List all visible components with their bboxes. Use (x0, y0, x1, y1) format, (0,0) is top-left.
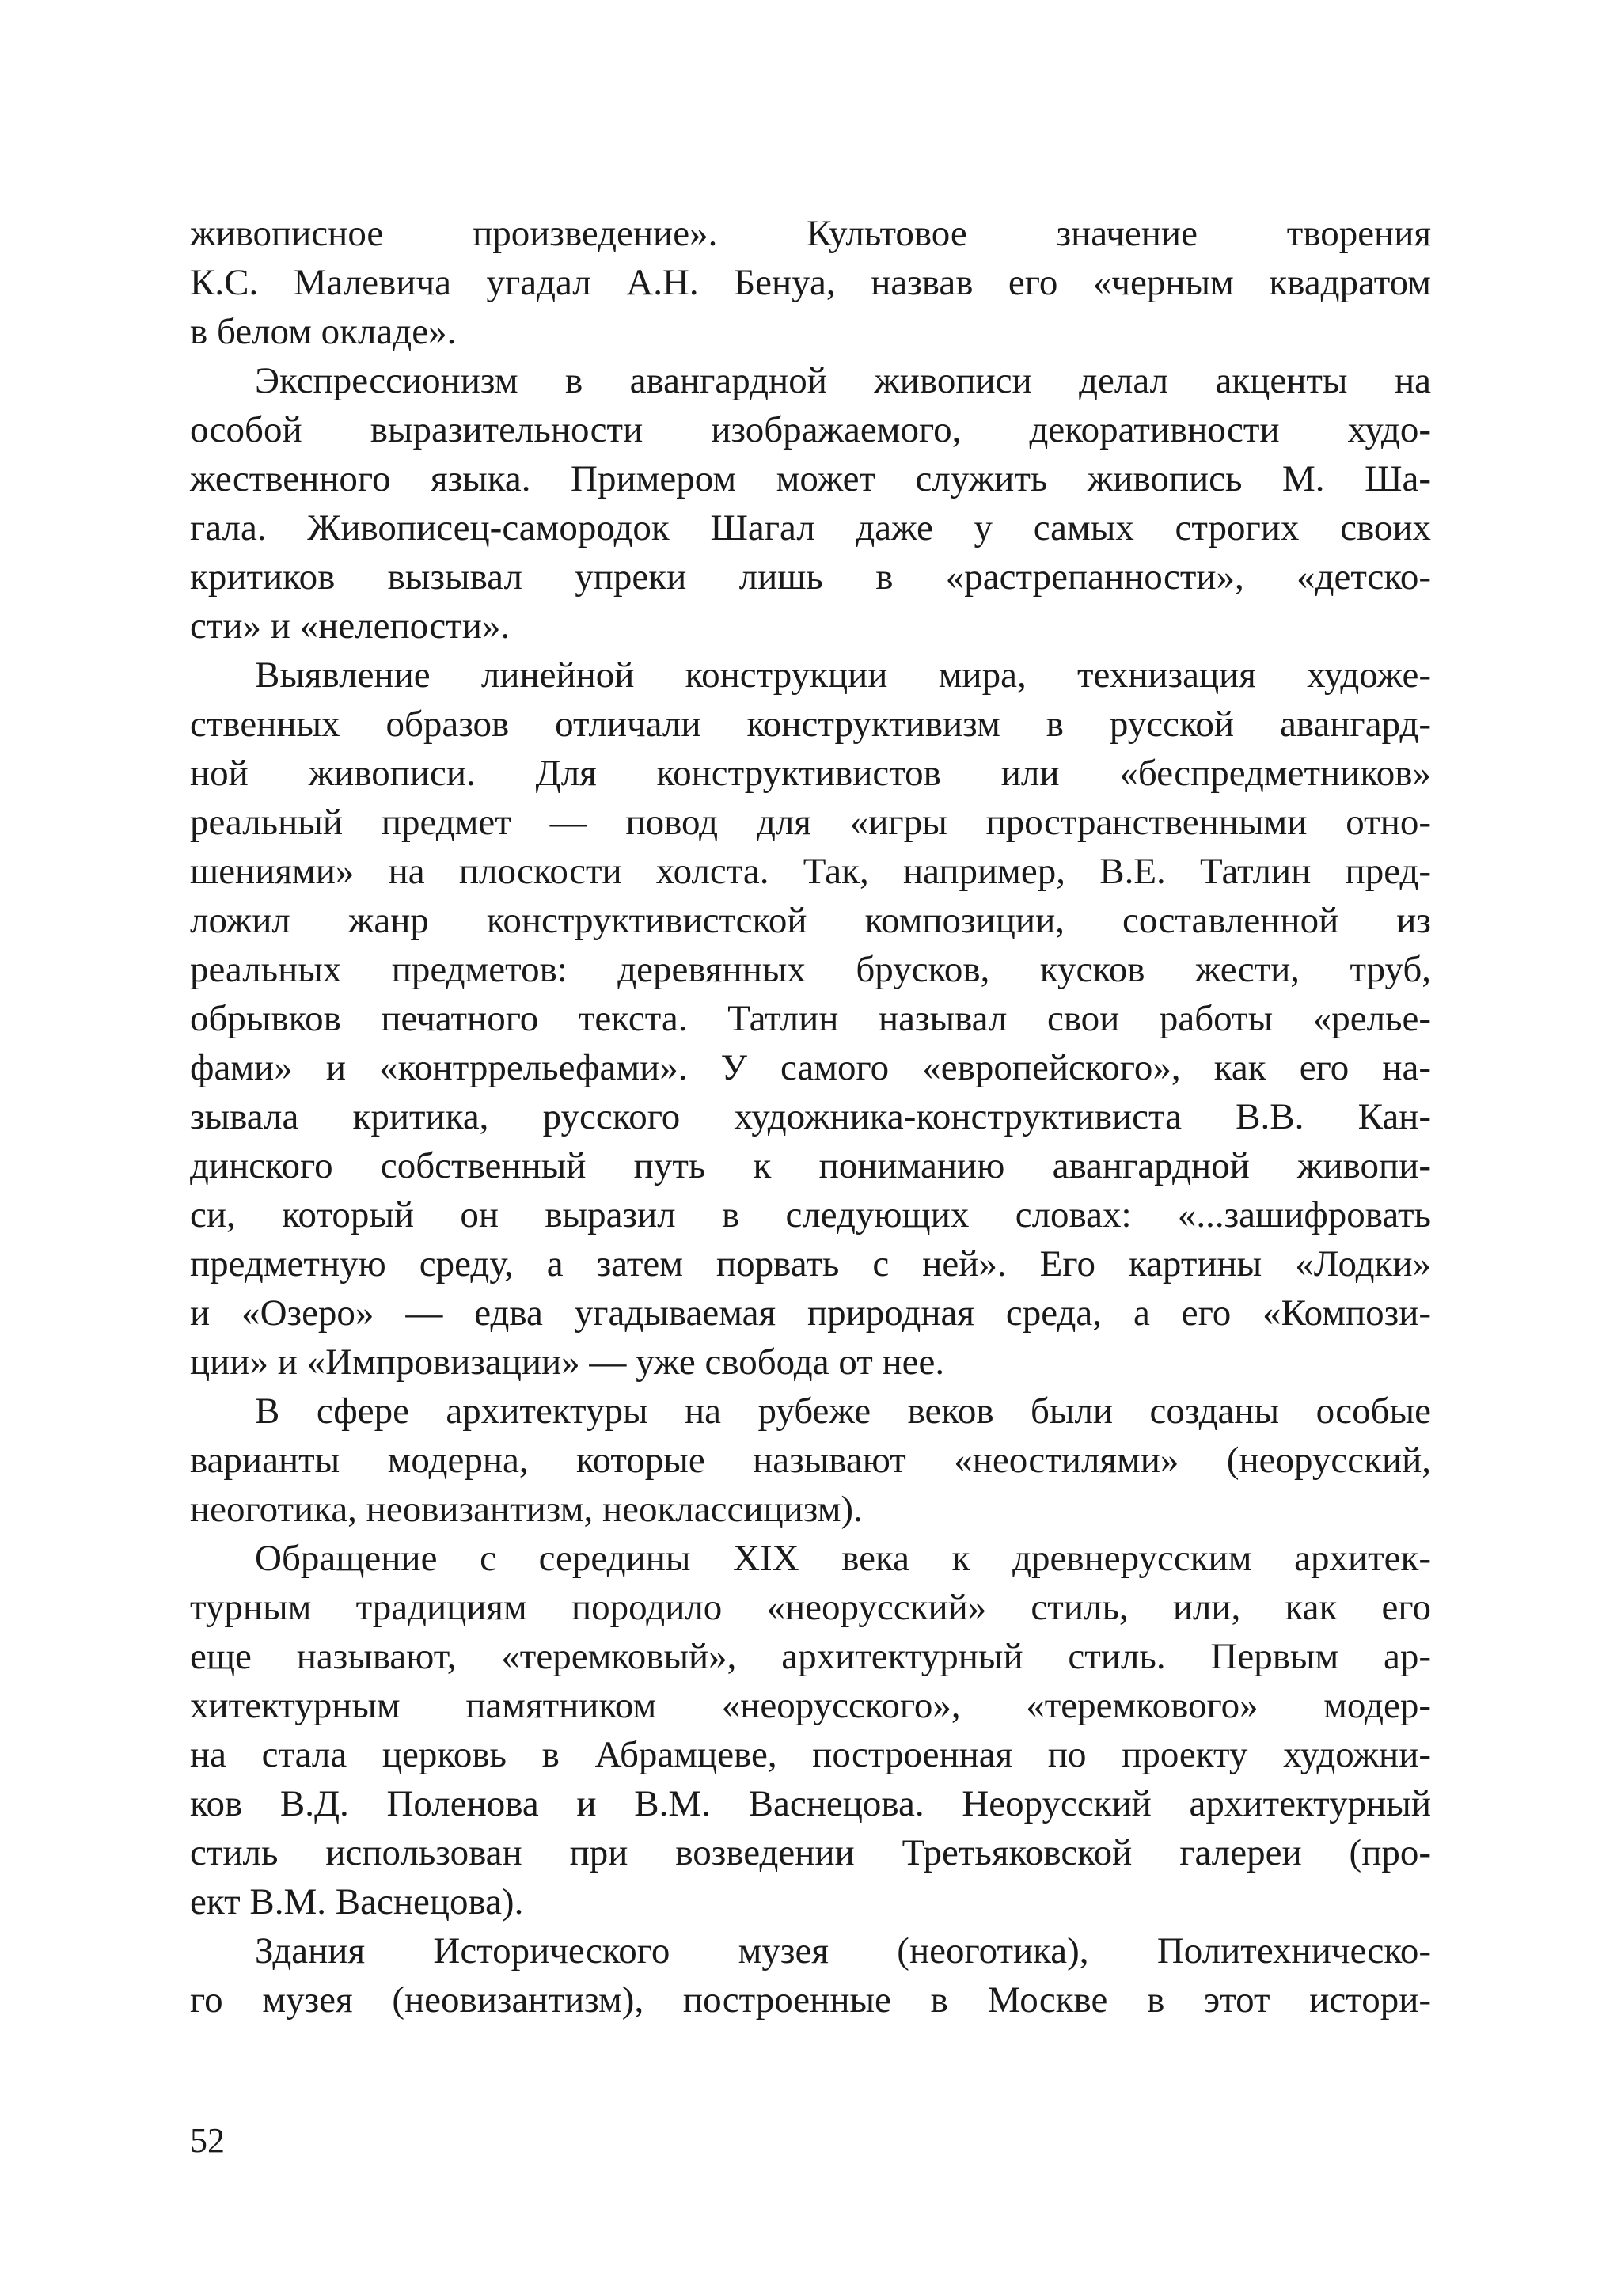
text-line: го музея (неовизантизм), построенные в Москве в этот истори- (190, 1979, 1431, 2021)
text-line: реальный предмет — повод для «игры пространственными отно- (190, 802, 1431, 843)
text-line: ной живописи. Для конструктивистов или «беспредметников» (190, 753, 1431, 794)
text-line: хитектурным памятником «неорусского», «теремкового» модер- (190, 1685, 1431, 1726)
text-line: динского собственный путь к пониманию авангардной живопи- (190, 1145, 1431, 1186)
text-line: ков В.Д. Поленова и В.М. Васнецова. Неорусский архитектурный (190, 1783, 1431, 1824)
text-line: жественного языка. Примером может служить живопись М. Ша- (190, 458, 1431, 499)
text-line: сти» и «нелепости». (190, 605, 511, 647)
text-line: ект В.М. Васнецова). (190, 1881, 524, 1922)
text-line: живописное произведение». Культовое значение творения (190, 213, 1431, 254)
text-line: неоготика, неовизантизм, неоклассицизм). (190, 1489, 863, 1530)
text-line: предметную среду, а затем порвать с ней». Его картины «Лодки» (190, 1243, 1431, 1285)
text-line: обрывков печатного текста. Татлин называл свои работы «релье- (190, 998, 1431, 1039)
text-line: Обращение с середины XIX века к древнерусским архитек- (255, 1538, 1431, 1579)
text-line: ственных образов отличали конструктивизм в русской авангард- (190, 704, 1431, 745)
text-line: ции» и «Импровизации» — уже свобода от нее. (190, 1342, 945, 1383)
text-line: Экспрессионизм в авангардной живописи делал акценты на (255, 360, 1431, 401)
text-line: варианты модерна, которые называют «неостилями» (неорусский, (190, 1440, 1431, 1481)
text-line: В сфере архитектуры на рубеже веков были созданы особые (255, 1391, 1431, 1432)
text-line: шениями» на плоскости холста. Так, например, В.Е. Татлин пред- (190, 851, 1431, 892)
text-line: в белом окладе». (190, 311, 457, 352)
text-line: ложил жанр конструктивистской композиции, составленной из (190, 900, 1431, 941)
text-line: си, который он выразил в следующих словах: «...зашифровать (190, 1194, 1431, 1235)
body-text (190, 209, 1431, 2025)
text-line: особой выразительности изображаемого, декоративности худо- (190, 409, 1431, 450)
text-line: гала. Живописец-самородок Шагал даже у самых строгих своих (190, 507, 1431, 548)
text-line: стиль использован при возведении Третьяковской галереи (про- (190, 1832, 1431, 1873)
text-line: и «Озеро» — едва угадываемая природная среда, а его «Компози- (190, 1292, 1431, 1334)
text-line: К.С. Малевича угадал А.Н. Бенуа, назвав его «черным квадратом (190, 262, 1431, 303)
text-line: Здания Исторического музея (неоготика), Политехническо- (255, 1930, 1431, 1972)
text-line: реальных предметов: деревянных брусков, кусков жести, труб, (190, 949, 1431, 990)
text-line: еще называют, «теремковый», архитектурный стиль. Первым ар- (190, 1636, 1431, 1677)
text-line: на стала церковь в Абрамцеве, построенная по проекту художни- (190, 1734, 1431, 1775)
text-line: турным традициям породило «неорусский» стиль, или, как его (190, 1587, 1431, 1628)
text-line: фами» и «контррельефами». У самого «европейского», как его на- (190, 1047, 1431, 1088)
text-line: критиков вызывал упреки лишь в «растрепанности», «детско- (190, 556, 1431, 598)
text-line: зывала критика, русского художника-конструктивиста В.В. Кан- (190, 1096, 1431, 1137)
text-line: Выявление линейной конструкции мира, технизация художе- (255, 655, 1431, 696)
page-number: 52 (190, 2121, 225, 2160)
